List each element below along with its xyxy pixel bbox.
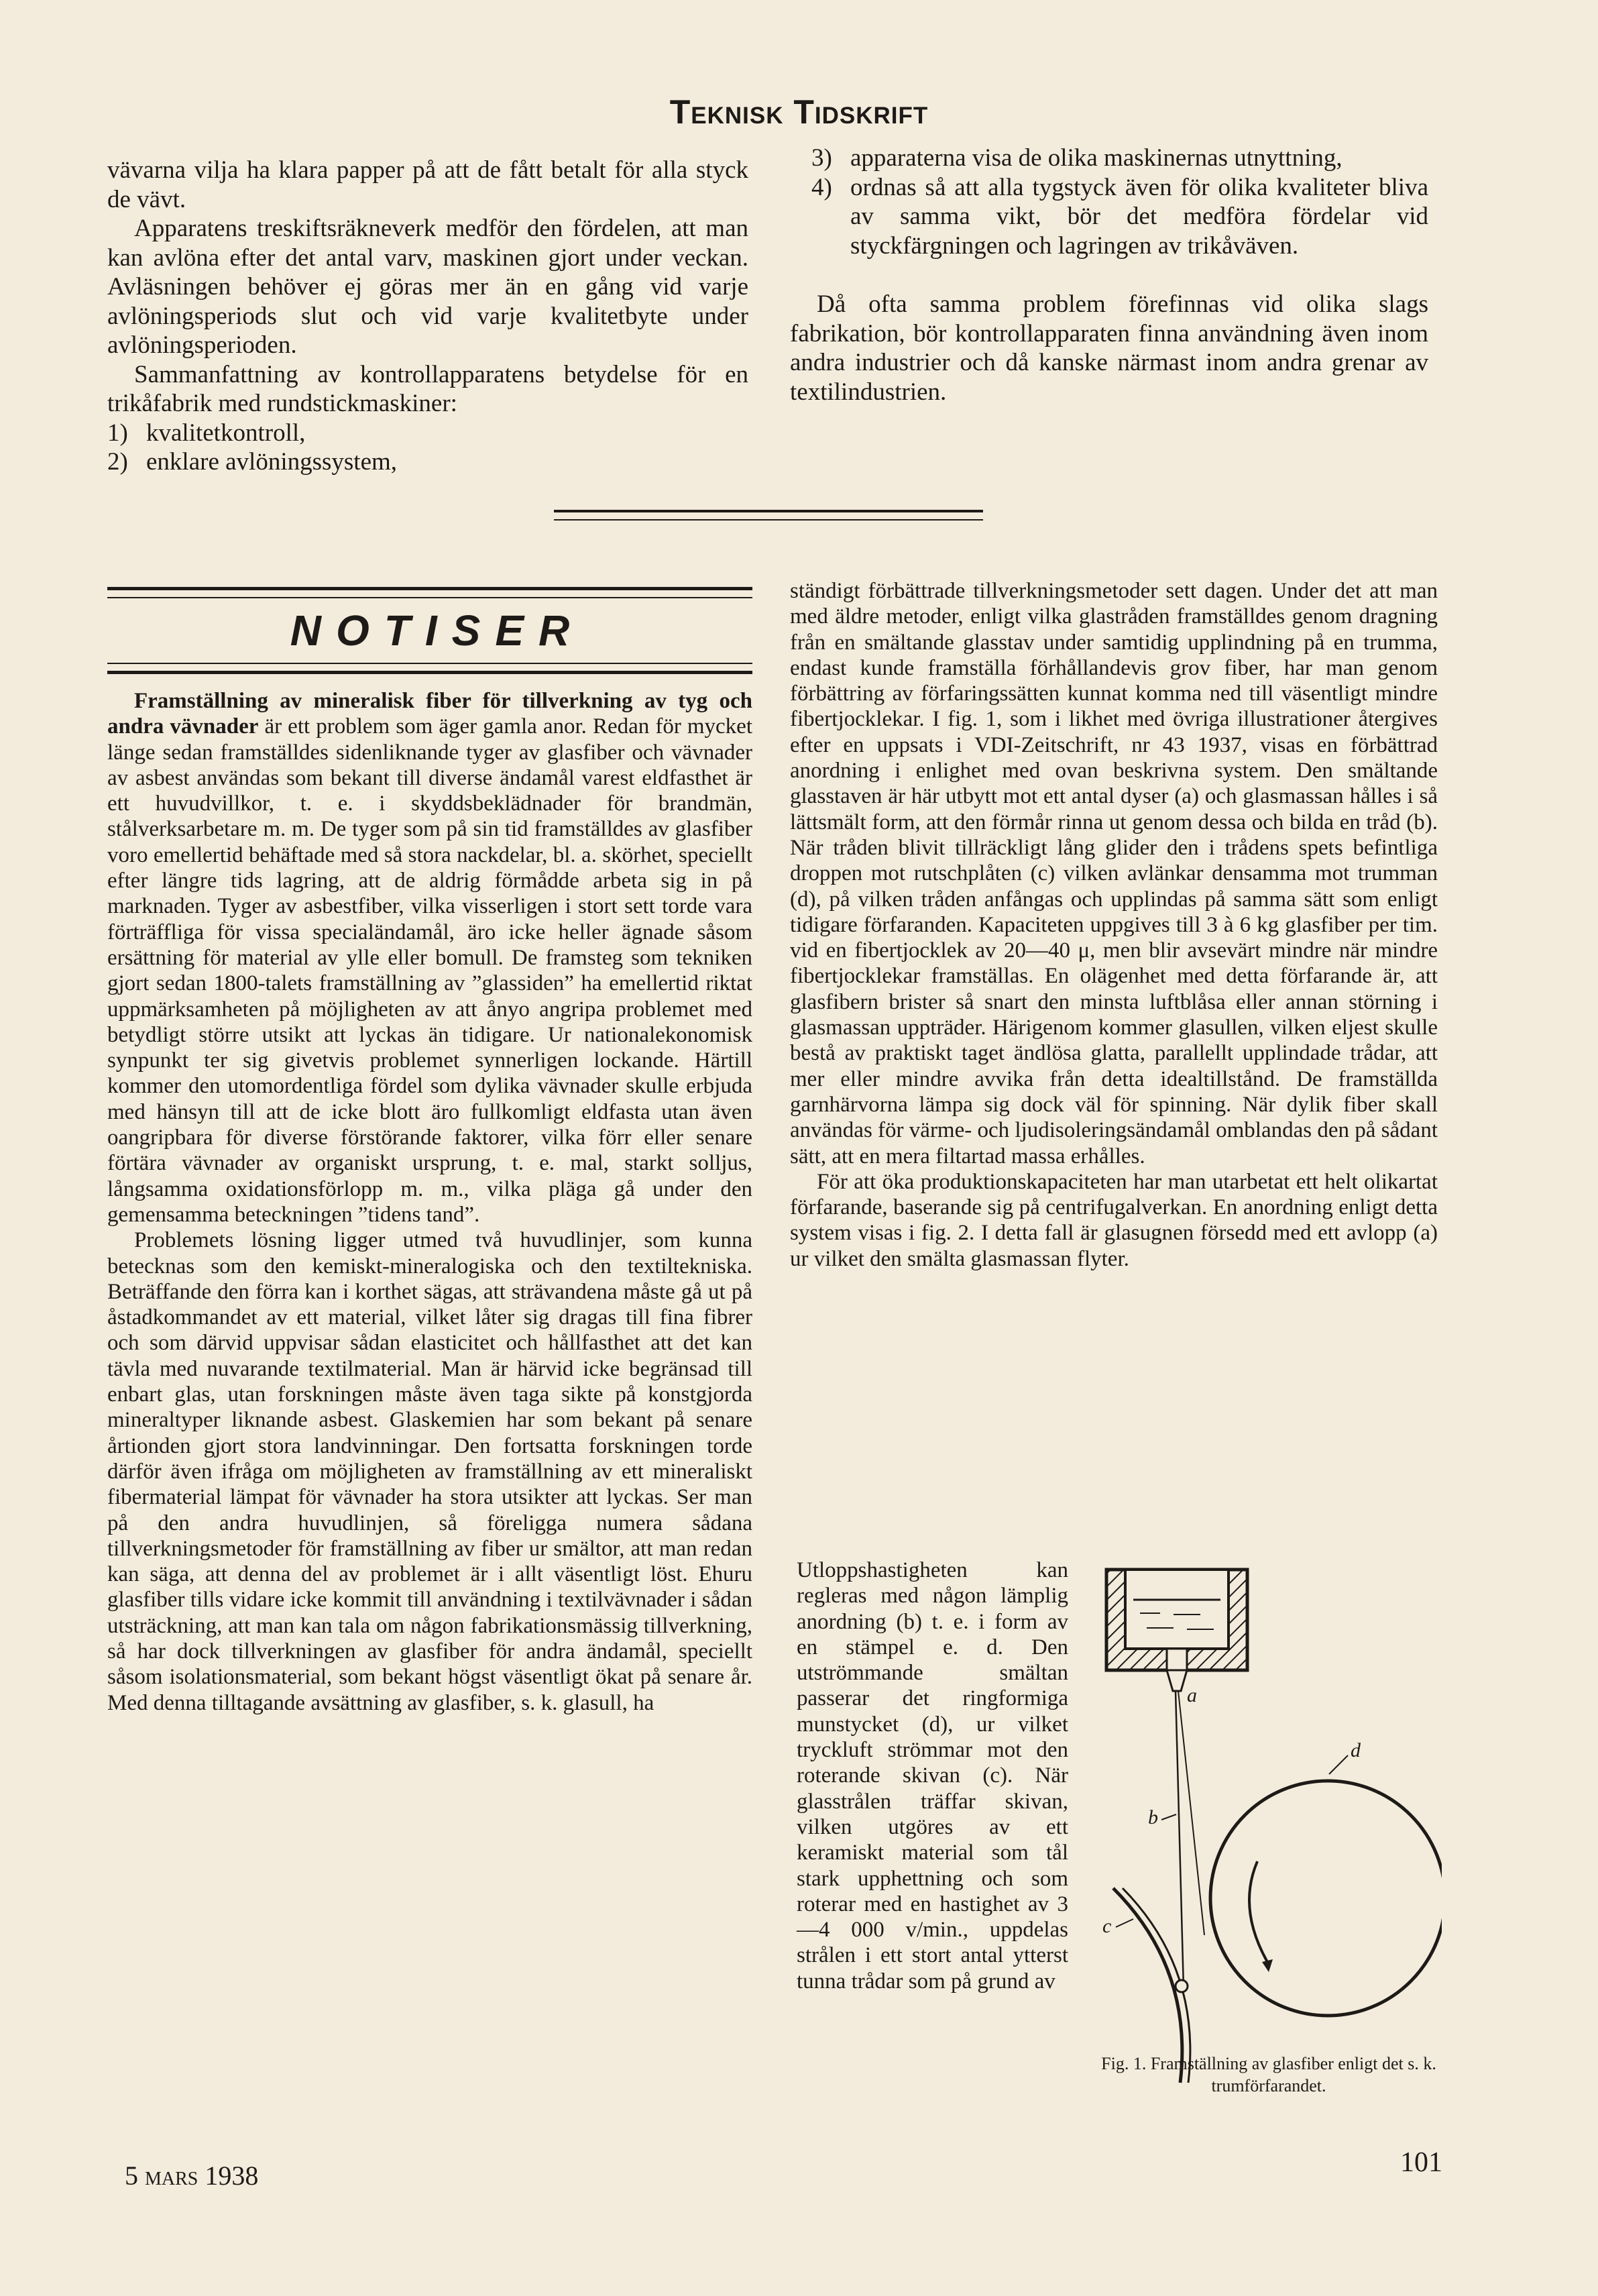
heading-rule-bottom [107,663,752,674]
article-lead: Framställning av mineralisk fiber för tillverkning av tyg och andra vävnader är ett problem som äger gamla anor. Redan för mycket länge sedan framställdes sidenliknande tyger av glasfiber och vävnader av asbest användas som bekant till diverse ändamål varest eldfasthet är ett huvudvillkor, t. e. i skyddsbeklädnader för brandmän, stålverksarbetare m. m. De tyger som på sin tid framställdes av glasfiber voro emellertid behäftade med så stora nackdelar, bl. a. skörhet, speciellt efter längre tids lagring, att de aldrig förmådde arbeta sig in på marknaden. Tyger av asbestfiber, vilka visserligen i stort sett torde vara förträffliga för vissa specialändamål, äro icke heller ägnade såsom ersättning för material av ylle eller bomull. De framsteg som tekniken gjort sedan 1800-talets framställning av ”glassiden” ha emellertid riktat uppmärksamheten på möjligheten av att ånyo angripa problemet med betydligt större utsikt att lyckas än tidigare. Ur nationalekonomisk synpunkt ter sig givetvis problemet synnerligen lockande. Härtill kommer den utomordentliga fördel som dylika vävnader skulle erbjuda med hänsyn till att de icke blott äro fullkomligt eldfasta utan även oangripbara för diverse förstörande faktorer, vilka förr eller senare förtära vävnader av organiskt ursprung, t. e. mal, starkt solljus, långsamma oxidationsförlopp m. m., vilka pläga gå under den gemensamma beteckningen ”tidens tand”. [107,689,753,1227]
article-right-column [790,578,1438,1272]
list-item: 2) enklare avlöningssystem, [107,448,398,476]
summary-list-continued [790,144,1428,260]
glass-thread [1176,1691,1204,1989]
article-lead-title: Framställning av mineralisk fiber för tillverkning av tyg och andra vävnader [107,689,752,739]
summary-list [107,419,748,477]
list-item: 1) kvalitetkontroll, [107,419,306,447]
issue-date: 5 mars 1938 [125,2161,259,2191]
paragraph: Då ofta samma problem förefinnas vid olika slags fabrikation, bör kontrollapparaten finna användning även inom andra industrier och då kanske närmast inom andra grenar av textilindustrien. [790,290,1428,406]
paragraph: Apparatens treskiftsräkneverk medför den fördelen, att man kan avlöna efter det antal varv, maskinen gjort under veckan. Avläsningen behöver ej göras mer än en gång vid varje avlöningsperiods slut och vid varje kvalitetbyte under avlöningsperioden. [107,215,748,359]
journal-header: Teknisk Tidskrift [669,93,929,131]
heading-rule-top [107,587,752,598]
top-right-column [790,144,1428,406]
paragraph: Problemets lösning ligger utmed två huvudlinjer, som kunna betecknas som den kemiskt-mineralogiska och den textiltekniska. Beträffande den förra kan i korthet sägas, att strävandena måste gå ut på åstadkommandet av ett material, vilket låter sig dragas till fina fibrer och som därvid uppvisar sådan elasticitet och hållfasthet att det kan tävla med nuvarande textilmaterial. Man är härvid icke begränsad till enbart glas, utan forskningen måste även taga sikte på konstgjorda mineraltyper liknande asbest. Glaskemien har som bekant på senare årtionden gjort stora landvinningar. Den fortsatta forskningen torde därför även ifråga om möjligheten av framställning av ett mineraliskt fibermaterial lämpat för vävnader ha stora utsikter att lyckas. Ser man på den andra huvudlinjen, så föreligga numera sådana tillverkningsmetoder för framställning av fiber ur smältor, att man redan kan säga, att denna del av problemet är i allt väsentligt löst. Ehuru glasfiber tills vidare icke kommit till användning i textilvävnader i sådan utsträckning, att man kan tala om någon fabrikationsmässig tillverkning, så har dock tillverkningen av glasfiber för andra ändamål, speciellt såsom isolationsmaterial, som bekant högst väsentligt ökat på senare år. Med denna tilltagande avsättning av glasfiber, s. k. glasull, ha [107,1228,752,1715]
list-item: 3) apparaterna visa de olika maskinernas utnyttning, [811,144,1343,172]
paragraph: Sammanfattning av kontrollapparatens betydelse för en trikåfabrik med rundstickmaskiner: [107,360,748,417]
glass-furnace [1106,1570,1247,1670]
label-c: c [1102,1915,1112,1937]
section-divider [554,510,983,521]
label-a: a [1187,1684,1197,1706]
notiser-heading-block [107,587,752,674]
figure-wrap-text: Utloppshastigheten kan regleras med någon lämplig anordning (b) t. e. i form av en stämpel e. d. Den utströmmande smältan passerar det ringformiga munstycket (d), ur vilket tryckluft strömmar mot den roterande skivan (c). När glasstrålen träffar skivan, vilken utgöres av ett keramiskt material som tål stark upphettning och som roterar med en hastighet av 3—4 000 v/min., uppdelas strålen i ett stort antal ytterst tunna trådar som på grund av [797,1558,1068,1993]
figure-caption: Fig. 1. Framställning av glasfiber enligt det s. k. trumförfarandet. [1101,2054,1436,2095]
figure-1-diagram [1093,1560,1442,2110]
paragraph: vävarna vilja ha klara papper på att de fått betalt för alla styck de vävt. [107,156,748,213]
nozzle [1167,1670,1187,1691]
list-item: 4) ordnas så att alla tygstyck även för olika kvaliteter bliva av samma vikt, bör det medföra fördelar vid styckfärgningen och lagringen av trikåväven. [811,173,1428,260]
paragraph: ständigt förbättrade tillverkningsmetoder sett dagen. Under det att man med äldre metoder, enligt vilka glastråden framställdes genom dragning från en smältande glasstav under samtidig upplindning på en trumma, endast kunde framställa förhållandevis grov fiber, har man genom förbättring av förfaringssätten kunnat komma ned till väsentligt mindre fibertjocklekar. I fig. 1, som i likhet med övriga illustrationer återgives efter en uppsats i VDI-Zeitschrift, nr 43 1937, visas en förbättrad anordning i enlighet med ovan beskrivna system. Den smältande glasstaven är här utbytt mot ett antal dyser (a) och glasmassan hålles i så lättsmält form, att den förmår rinna ut genom dessa och bilda en tråd (b). När tråden blivit tillräckligt lång glider den i trådens spets befintliga droppen mot rutschplåten (c) vilken avlänkar densamma mot trumman (d), på vilken tråden anfångas och upplindas på samma sätt som enligt tidigare förfaranden. Kapaciteten uppgives till 3 à 6 kg glasfiber per tim. vid en fibertjocklek av 20—40 μ, men blir avsevärt mindre när mindre fibertjocklekar framställas. En olägenhet med detta förfarande är, att glasfibern brister så snart den minsta luftblåsa eller annan störning i glasmassan uppträder. Härigenom kommer glasullen, vilken eljest skulle bestå av praktiskt taget ändlösa glatta, parallellt upplindade trådar, att mer eller mindre avvika från detta idealtillstånd. De framställda garnhärvorna lämpa sig dock väl för spinning. När dylik fiber skall användas för värme- och ljudisoleringsändamål omblandas den på sådant sätt, att en mera filtartad massa erhålles. [790,579,1438,1168]
page-number: 101 [1400,2147,1442,2178]
label-d: d [1351,1739,1361,1761]
drum [1210,1781,1442,2016]
label-b: b [1148,1806,1158,1828]
top-left-column [107,156,748,477]
article-left-column [107,688,752,1716]
paragraph: För att öka produktionskapaciteten har man utarbetat ett helt olikartat förfarande, baserande sig på centrifugalverkan. En anordning enligt detta system visas i fig. 2. I detta fall är glasugnen försedd med ett avlopp (a) ur vilket den smälta glasmassan flyter. [790,1169,1438,1271]
section-title: NOTISER [290,606,585,655]
